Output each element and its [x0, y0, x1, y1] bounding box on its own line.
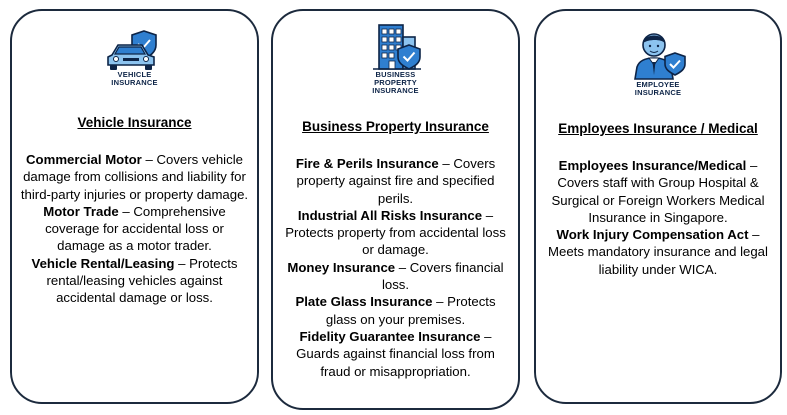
entry-title: Employees Insurance/Medical — [558, 158, 747, 173]
entry-description: – Protects property from accidental loss or damage. — [285, 207, 506, 258]
coverage-entry — [281, 155, 510, 207]
coverage-entry — [281, 293, 510, 328]
icon-caption-line: BUSINESS — [375, 70, 416, 79]
card-heading: Vehicle Insurance — [77, 115, 192, 130]
vehicle-insurance-card — [10, 9, 259, 404]
icon-caption-line: EMPLOYEE — [636, 80, 680, 89]
coverage-entry — [281, 207, 510, 259]
entry-description: – Meets mandatory insurance and legal liability under WICA. — [548, 227, 768, 277]
icon-caption-line: INSURANCE — [111, 78, 158, 87]
coverage-entry — [281, 328, 510, 380]
entry-description: – Covers financial loss. — [381, 259, 504, 293]
entry-title: Motor Trade — [43, 203, 119, 219]
card-body — [281, 155, 510, 380]
icon-caption-line: VEHICLE — [117, 70, 152, 79]
employees-insurance-card — [534, 9, 782, 404]
entry-description: – Covers vehicle damage from collisions and liability for third-party injuries or property damage. — [20, 152, 249, 202]
coverage-entry — [20, 151, 249, 203]
entry-title: Money Insurance — [287, 259, 396, 275]
coverage-entry — [20, 203, 249, 255]
entry-description: – Guards against financial loss from fraud or misappropriation. — [296, 328, 495, 379]
entry-title: Plate Glass Insurance — [295, 294, 433, 310]
entry-description: – Comprehensive coverage for accidental loss or damage as a motor trader. — [45, 203, 226, 254]
entry-title: Fidelity Guarantee Insurance — [299, 328, 481, 344]
card-body — [544, 157, 772, 278]
coverage-entry — [544, 226, 772, 278]
car-shield-icon — [12, 29, 257, 87]
card-heading: Employees Insurance / Medical — [558, 121, 758, 136]
entry-title: Industrial All Risks Insurance — [297, 207, 483, 223]
building-shield-icon — [273, 21, 518, 95]
icon-caption-line: PROPERTY — [374, 78, 417, 87]
entry-title: Vehicle Rental/Leasing — [31, 255, 175, 271]
coverage-entry — [281, 259, 510, 294]
entry-description: – Covers property against fire and specified perils. — [296, 156, 496, 206]
entry-title: Work Injury Compensation Act — [556, 227, 749, 243]
card-body — [20, 151, 249, 307]
coverage-entry — [544, 157, 772, 226]
entry-description: – Protects glass on your premises. — [325, 294, 496, 327]
card-heading: Business Property Insurance — [302, 119, 489, 134]
entry-title: Commercial Motor — [26, 152, 142, 167]
icon-caption-line: INSURANCE — [634, 88, 682, 97]
business-property-insurance-card — [271, 9, 520, 410]
entry-title: Fire & Perils Insurance — [295, 156, 439, 171]
entry-description: – Covers staff with Group Hospital & Surgical or Foreign Workers Medical Insurance in Singapore. — [551, 158, 765, 225]
entry-description: – Protects rental/leasing vehicles against accidental damage or loss. — [46, 255, 238, 306]
coverage-entry — [20, 255, 249, 307]
employee-shield-icon — [536, 29, 780, 97]
icon-caption-line: INSURANCE — [372, 86, 419, 95]
